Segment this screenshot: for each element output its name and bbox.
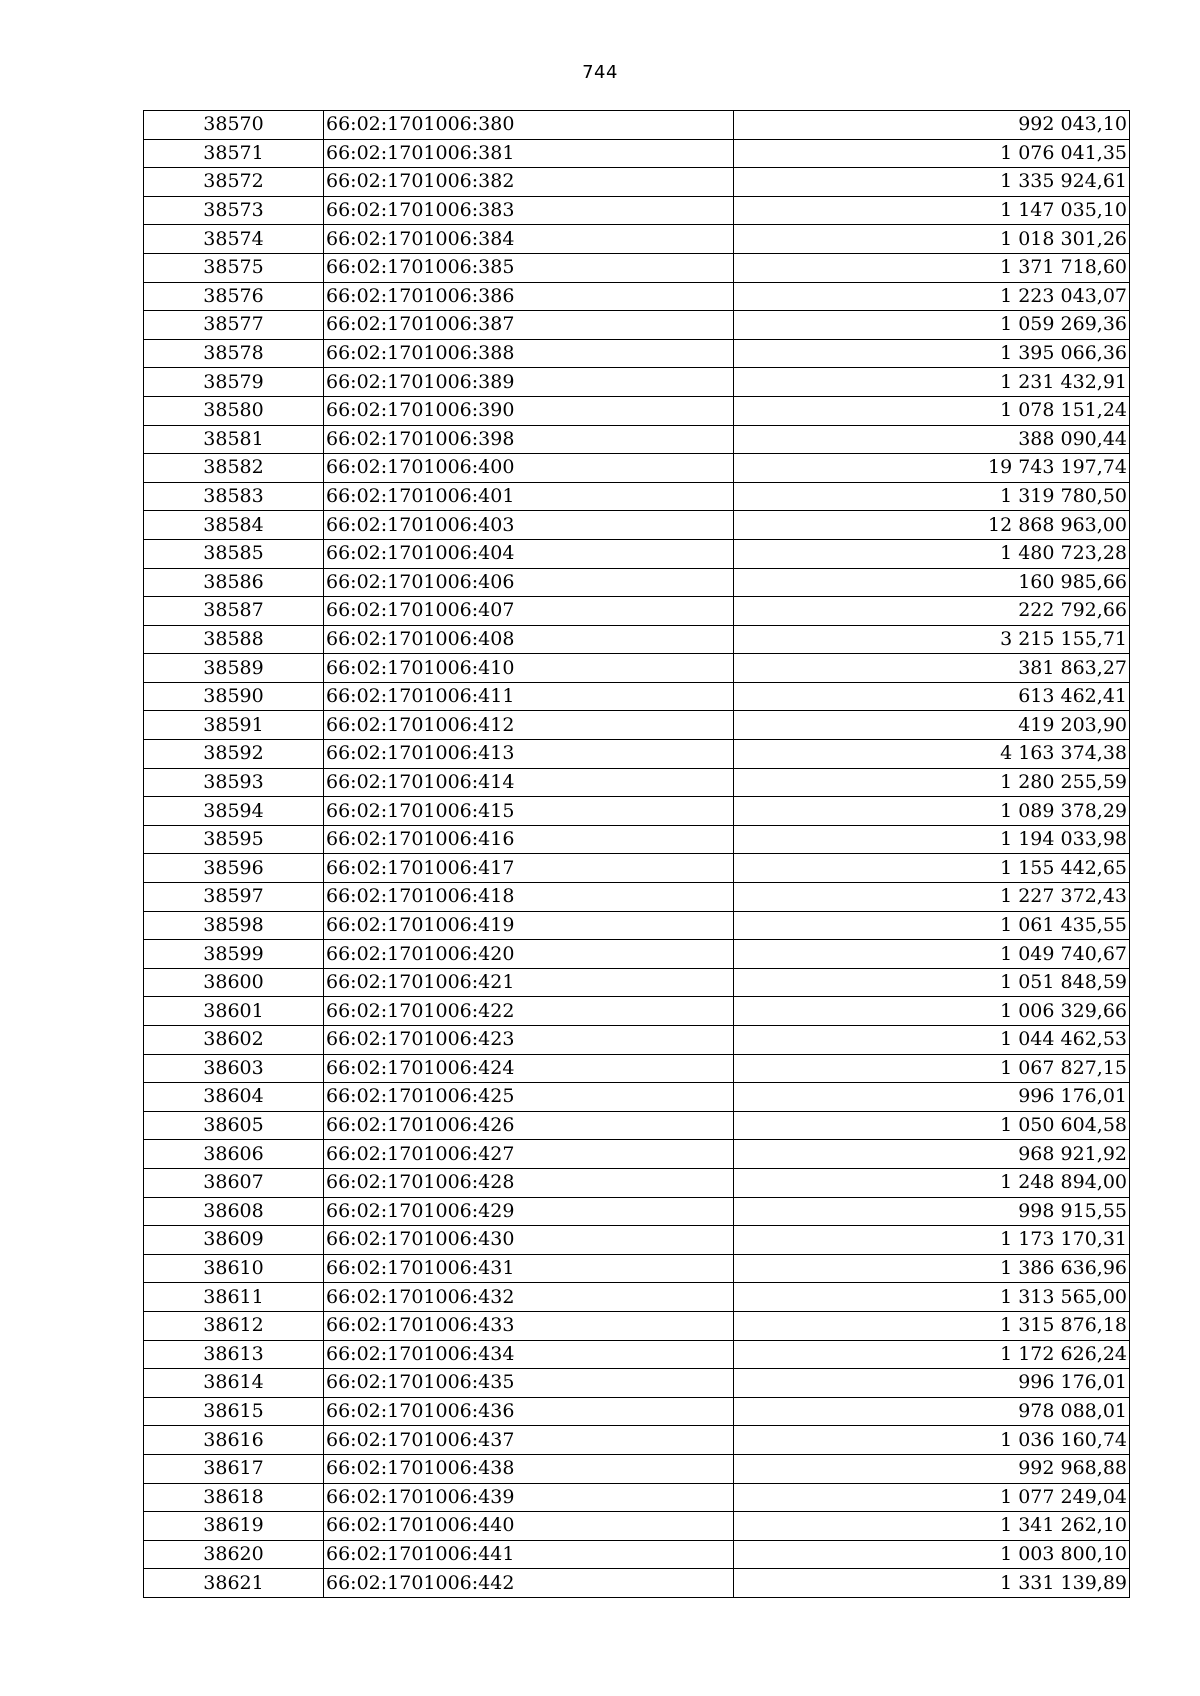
cadastral-number-cell: 66:02:1701006:421 <box>324 968 734 997</box>
table-row <box>144 1226 1130 1255</box>
table-row <box>144 339 1130 368</box>
row-number-cell: 38604 <box>144 1083 324 1112</box>
row-number-cell: 38583 <box>144 482 324 511</box>
cadastral-value-cell: 1 248 894,00 <box>734 1168 1130 1197</box>
row-number-cell: 38600 <box>144 968 324 997</box>
cadastral-number-cell: 66:02:1701006:400 <box>324 454 734 483</box>
table-row <box>144 1512 1130 1541</box>
row-number-cell: 38580 <box>144 396 324 425</box>
table-row <box>144 311 1130 340</box>
table-row <box>144 196 1130 225</box>
cadastral-number-cell: 66:02:1701006:423 <box>324 1026 734 1055</box>
cadastral-value-cell: 1 395 066,36 <box>734 339 1130 368</box>
table-row <box>144 1426 1130 1455</box>
table-row <box>144 511 1130 540</box>
row-number-cell: 38609 <box>144 1226 324 1255</box>
cadastral-number-cell: 66:02:1701006:428 <box>324 1168 734 1197</box>
row-number-cell: 38570 <box>144 111 324 140</box>
table-row <box>144 740 1130 769</box>
cadastral-number-cell: 66:02:1701006:436 <box>324 1397 734 1426</box>
table-row <box>144 1369 1130 1398</box>
cadastral-value-cell: 388 090,44 <box>734 425 1130 454</box>
cadastral-number-cell: 66:02:1701006:426 <box>324 1111 734 1140</box>
cadastral-value-cell: 1 077 249,04 <box>734 1483 1130 1512</box>
row-number-cell: 38575 <box>144 253 324 282</box>
cadastral-value-cell: 1 050 604,58 <box>734 1111 1130 1140</box>
cadastral-number-cell: 66:02:1701006:433 <box>324 1311 734 1340</box>
row-number-cell: 38588 <box>144 625 324 654</box>
row-number-cell: 38607 <box>144 1168 324 1197</box>
cadastral-value-cell: 978 088,01 <box>734 1397 1130 1426</box>
table-row <box>144 654 1130 683</box>
table-row <box>144 940 1130 969</box>
cadastral-number-cell: 66:02:1701006:440 <box>324 1512 734 1541</box>
cadastral-number-cell: 66:02:1701006:413 <box>324 740 734 769</box>
row-number-cell: 38619 <box>144 1512 324 1541</box>
cadastral-value-cell: 1 341 262,10 <box>734 1512 1130 1541</box>
row-number-cell: 38594 <box>144 797 324 826</box>
cadastral-number-cell: 66:02:1701006:385 <box>324 253 734 282</box>
cadastral-value-cell: 1 147 035,10 <box>734 196 1130 225</box>
row-number-cell: 38589 <box>144 654 324 683</box>
row-number-cell: 38578 <box>144 339 324 368</box>
row-number-cell: 38618 <box>144 1483 324 1512</box>
row-number-cell: 38591 <box>144 711 324 740</box>
cadastral-value-cell: 1 480 723,28 <box>734 539 1130 568</box>
table-row <box>144 1026 1130 1055</box>
table-row <box>144 539 1130 568</box>
row-number-cell: 38595 <box>144 825 324 854</box>
row-number-cell: 38572 <box>144 168 324 197</box>
table-row <box>144 1111 1130 1140</box>
cadastral-value-cell: 1 173 170,31 <box>734 1226 1130 1255</box>
row-number-cell: 38586 <box>144 568 324 597</box>
table-row <box>144 1083 1130 1112</box>
cadastral-number-cell: 66:02:1701006:382 <box>324 168 734 197</box>
cadastral-value-cell: 160 985,66 <box>734 568 1130 597</box>
cadastral-number-cell: 66:02:1701006:415 <box>324 797 734 826</box>
cadastral-number-cell: 66:02:1701006:380 <box>324 111 734 140</box>
table-row <box>144 768 1130 797</box>
cadastral-value-cell: 1 227 372,43 <box>734 883 1130 912</box>
table-row <box>144 111 1130 140</box>
cadastral-value-cell: 992 968,88 <box>734 1454 1130 1483</box>
row-number-cell: 38576 <box>144 282 324 311</box>
table-row <box>144 797 1130 826</box>
row-number-cell: 38598 <box>144 911 324 940</box>
table-row <box>144 482 1130 511</box>
cadastral-number-cell: 66:02:1701006:401 <box>324 482 734 511</box>
row-number-cell: 38602 <box>144 1026 324 1055</box>
table-row <box>144 1197 1130 1226</box>
table-body <box>144 111 1130 1598</box>
cadastral-number-cell: 66:02:1701006:442 <box>324 1569 734 1598</box>
table-row <box>144 1483 1130 1512</box>
table-row <box>144 1054 1130 1083</box>
cadastral-number-cell: 66:02:1701006:403 <box>324 511 734 540</box>
table-row <box>144 568 1130 597</box>
cadastral-value-cell: 1 280 255,59 <box>734 768 1130 797</box>
cadastral-value-cell: 1 003 800,10 <box>734 1540 1130 1569</box>
row-number-cell: 38610 <box>144 1254 324 1283</box>
cadastral-number-cell: 66:02:1701006:398 <box>324 425 734 454</box>
cadastral-value-cell: 1 036 160,74 <box>734 1426 1130 1455</box>
cadastral-value-cell: 1 194 033,98 <box>734 825 1130 854</box>
table-row <box>144 883 1130 912</box>
table-row <box>144 368 1130 397</box>
cadastral-number-cell: 66:02:1701006:384 <box>324 225 734 254</box>
table-row <box>144 139 1130 168</box>
row-number-cell: 38584 <box>144 511 324 540</box>
row-number-cell: 38585 <box>144 539 324 568</box>
table-row <box>144 1340 1130 1369</box>
table-row <box>144 253 1130 282</box>
cadastral-number-cell: 66:02:1701006:425 <box>324 1083 734 1112</box>
table-row <box>144 1254 1130 1283</box>
row-number-cell: 38617 <box>144 1454 324 1483</box>
cadastral-value-cell: 1 051 848,59 <box>734 968 1130 997</box>
table-row <box>144 1283 1130 1312</box>
cadastral-number-cell: 66:02:1701006:439 <box>324 1483 734 1512</box>
cadastral-value-cell: 996 176,01 <box>734 1369 1130 1398</box>
cadastral-number-cell: 66:02:1701006:422 <box>324 997 734 1026</box>
cadastral-value-cell: 4 163 374,38 <box>734 740 1130 769</box>
table-row <box>144 225 1130 254</box>
row-number-cell: 38605 <box>144 1111 324 1140</box>
cadastral-number-cell: 66:02:1701006:407 <box>324 597 734 626</box>
table-row <box>144 425 1130 454</box>
cadastral-value-cell: 1 067 827,15 <box>734 1054 1130 1083</box>
cadastral-value-cell: 1 313 565,00 <box>734 1283 1130 1312</box>
cadastral-number-cell: 66:02:1701006:417 <box>324 854 734 883</box>
row-number-cell: 38612 <box>144 1311 324 1340</box>
cadastral-number-cell: 66:02:1701006:420 <box>324 940 734 969</box>
row-number-cell: 38614 <box>144 1369 324 1398</box>
cadastral-value-cell: 1 155 442,65 <box>734 854 1130 883</box>
cadastral-value-cell: 1 049 740,67 <box>734 940 1130 969</box>
cadastral-value-cell: 222 792,66 <box>734 597 1130 626</box>
cadastral-number-cell: 66:02:1701006:410 <box>324 654 734 683</box>
cadastral-value-cell: 12 868 963,00 <box>734 511 1130 540</box>
cadastral-value-cell: 968 921,92 <box>734 1140 1130 1169</box>
row-number-cell: 38599 <box>144 940 324 969</box>
cadastral-value-table <box>143 110 1130 1598</box>
cadastral-value-cell: 992 043,10 <box>734 111 1130 140</box>
table-row <box>144 825 1130 854</box>
table-row <box>144 282 1130 311</box>
row-number-cell: 38577 <box>144 311 324 340</box>
cadastral-value-cell: 1 018 301,26 <box>734 225 1130 254</box>
cadastral-number-cell: 66:02:1701006:416 <box>324 825 734 854</box>
table-row <box>144 1168 1130 1197</box>
cadastral-number-cell: 66:02:1701006:386 <box>324 282 734 311</box>
cadastral-number-cell: 66:02:1701006:424 <box>324 1054 734 1083</box>
cadastral-value-cell: 1 061 435,55 <box>734 911 1130 940</box>
table-row <box>144 711 1130 740</box>
row-number-cell: 38615 <box>144 1397 324 1426</box>
table-row <box>144 854 1130 883</box>
cadastral-number-cell: 66:02:1701006:390 <box>324 396 734 425</box>
row-number-cell: 38616 <box>144 1426 324 1455</box>
row-number-cell: 38621 <box>144 1569 324 1598</box>
cadastral-number-cell: 66:02:1701006:431 <box>324 1254 734 1283</box>
cadastral-value-cell: 996 176,01 <box>734 1083 1130 1112</box>
cadastral-number-cell: 66:02:1701006:404 <box>324 539 734 568</box>
cadastral-value-cell: 1 231 432,91 <box>734 368 1130 397</box>
row-number-cell: 38606 <box>144 1140 324 1169</box>
table-row <box>144 1569 1130 1598</box>
cadastral-number-cell: 66:02:1701006:381 <box>324 139 734 168</box>
cadastral-number-cell: 66:02:1701006:435 <box>324 1369 734 1398</box>
cadastral-number-cell: 66:02:1701006:429 <box>324 1197 734 1226</box>
row-number-cell: 38579 <box>144 368 324 397</box>
table-row <box>144 597 1130 626</box>
table-row <box>144 168 1130 197</box>
cadastral-value-cell: 1 386 636,96 <box>734 1254 1130 1283</box>
cadastral-number-cell: 66:02:1701006:383 <box>324 196 734 225</box>
row-number-cell: 38620 <box>144 1540 324 1569</box>
cadastral-number-cell: 66:02:1701006:388 <box>324 339 734 368</box>
row-number-cell: 38582 <box>144 454 324 483</box>
cadastral-value-cell: 1 331 139,89 <box>734 1569 1130 1598</box>
row-number-cell: 38601 <box>144 997 324 1026</box>
cadastral-value-cell: 3 215 155,71 <box>734 625 1130 654</box>
table-row <box>144 968 1130 997</box>
cadastral-number-cell: 66:02:1701006:434 <box>324 1340 734 1369</box>
cadastral-number-cell: 66:02:1701006:441 <box>324 1540 734 1569</box>
row-number-cell: 38593 <box>144 768 324 797</box>
cadastral-value-cell: 1 319 780,50 <box>734 482 1130 511</box>
cadastral-value-cell: 998 915,55 <box>734 1197 1130 1226</box>
cadastral-number-cell: 66:02:1701006:438 <box>324 1454 734 1483</box>
cadastral-value-cell: 1 223 043,07 <box>734 282 1130 311</box>
cadastral-value-cell: 381 863,27 <box>734 654 1130 683</box>
row-number-cell: 38613 <box>144 1340 324 1369</box>
row-number-cell: 38571 <box>144 139 324 168</box>
cadastral-number-cell: 66:02:1701006:427 <box>324 1140 734 1169</box>
row-number-cell: 38596 <box>144 854 324 883</box>
row-number-cell: 38574 <box>144 225 324 254</box>
cadastral-value-cell: 1 172 626,24 <box>734 1340 1130 1369</box>
table-row <box>144 1397 1130 1426</box>
cadastral-number-cell: 66:02:1701006:414 <box>324 768 734 797</box>
cadastral-number-cell: 66:02:1701006:387 <box>324 311 734 340</box>
cadastral-number-cell: 66:02:1701006:430 <box>324 1226 734 1255</box>
table-row <box>144 682 1130 711</box>
cadastral-value-cell: 1 335 924,61 <box>734 168 1130 197</box>
row-number-cell: 38592 <box>144 740 324 769</box>
cadastral-number-cell: 66:02:1701006:412 <box>324 711 734 740</box>
cadastral-value-cell: 1 078 151,24 <box>734 396 1130 425</box>
row-number-cell: 38603 <box>144 1054 324 1083</box>
cadastral-value-cell: 1 371 718,60 <box>734 253 1130 282</box>
cadastral-value-cell: 1 076 041,35 <box>734 139 1130 168</box>
table-row <box>144 454 1130 483</box>
cadastral-number-cell: 66:02:1701006:406 <box>324 568 734 597</box>
table-row <box>144 1540 1130 1569</box>
cadastral-number-cell: 66:02:1701006:437 <box>324 1426 734 1455</box>
cadastral-value-cell: 1 059 269,36 <box>734 311 1130 340</box>
table-row <box>144 1140 1130 1169</box>
cadastral-value-cell: 419 203,90 <box>734 711 1130 740</box>
cadastral-value-cell: 613 462,41 <box>734 682 1130 711</box>
table-row <box>144 625 1130 654</box>
row-number-cell: 38581 <box>144 425 324 454</box>
row-number-cell: 38608 <box>144 1197 324 1226</box>
cadastral-value-cell: 1 315 876,18 <box>734 1311 1130 1340</box>
cadastral-number-cell: 66:02:1701006:419 <box>324 911 734 940</box>
table-row <box>144 1311 1130 1340</box>
table-row <box>144 911 1130 940</box>
table-row <box>144 1454 1130 1483</box>
cadastral-number-cell: 66:02:1701006:418 <box>324 883 734 912</box>
row-number-cell: 38611 <box>144 1283 324 1312</box>
page-number: 744 <box>582 62 618 83</box>
row-number-cell: 38573 <box>144 196 324 225</box>
cadastral-number-cell: 66:02:1701006:432 <box>324 1283 734 1312</box>
row-number-cell: 38597 <box>144 883 324 912</box>
cadastral-number-cell: 66:02:1701006:411 <box>324 682 734 711</box>
cadastral-value-cell: 1 006 329,66 <box>734 997 1130 1026</box>
table-row <box>144 396 1130 425</box>
cadastral-value-cell: 19 743 197,74 <box>734 454 1130 483</box>
table-row <box>144 997 1130 1026</box>
cadastral-value-cell: 1 044 462,53 <box>734 1026 1130 1055</box>
row-number-cell: 38587 <box>144 597 324 626</box>
cadastral-number-cell: 66:02:1701006:389 <box>324 368 734 397</box>
cadastral-number-cell: 66:02:1701006:408 <box>324 625 734 654</box>
cadastral-value-cell: 1 089 378,29 <box>734 797 1130 826</box>
row-number-cell: 38590 <box>144 682 324 711</box>
